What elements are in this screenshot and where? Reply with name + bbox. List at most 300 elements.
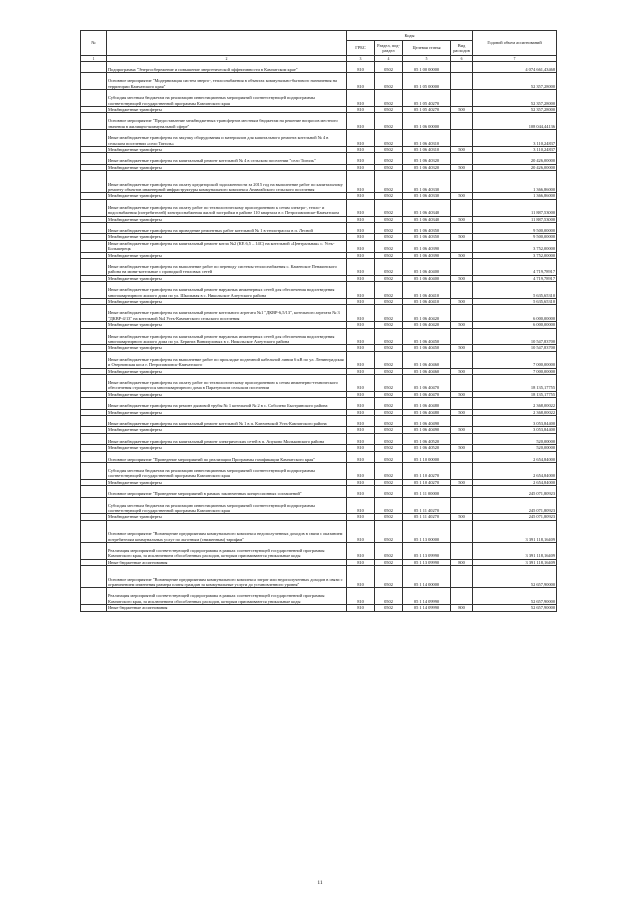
row-grbs-cell: 810	[347, 433, 375, 444]
row-section-cell: 0502	[375, 305, 403, 322]
row-section-cell: 0502	[375, 146, 403, 152]
row-grbs-cell: 810	[347, 451, 375, 462]
row-expense-cell	[451, 486, 473, 497]
row-grbs-cell: 810	[347, 193, 375, 199]
row-num-cell	[81, 153, 107, 164]
table-row	[81, 375, 557, 392]
row-section-cell: 0502	[375, 391, 403, 397]
row-target-cell: 05 1 13 09990	[403, 559, 451, 565]
row-expense-cell: 800	[451, 559, 473, 565]
row-target-cell: 05 1 06 40470	[403, 391, 451, 397]
row-section-cell: 0502	[375, 588, 403, 605]
row-target-cell: 05 1 10 00000	[403, 451, 451, 462]
row-section-cell: 0502	[375, 427, 403, 433]
row-grbs-cell: 810	[347, 322, 375, 328]
row-grbs-cell: 810	[347, 130, 375, 147]
row-grbs-cell: 810	[347, 416, 375, 427]
row-amount-cell: 1 366,86000	[473, 171, 557, 193]
row-name-cell: Межбюджетные трансферты	[107, 368, 347, 374]
row-expense-cell: 500	[451, 234, 473, 240]
row-amount-cell: 4 074 661,43468	[473, 62, 557, 73]
row-section-cell: 0502	[375, 479, 403, 485]
row-target-cell: 05 1 06 40350	[403, 234, 451, 240]
row-target-cell: 05 1 05 40270	[403, 90, 451, 107]
row-grbs-cell: 810	[347, 240, 375, 252]
row-section-cell: 0502	[375, 375, 403, 392]
row-section-cell: 0502	[375, 222, 403, 233]
table-row	[81, 171, 557, 193]
row-target-cell: 05 1 06 40310	[403, 146, 451, 152]
row-num-cell	[81, 398, 107, 409]
col-header-grbs: ГРБС	[347, 41, 375, 56]
row-amount-cell: 520,00000	[473, 445, 557, 451]
row-amount-cell: 3 053,84400	[473, 427, 557, 433]
row-amount-cell: 52 657,90000	[473, 566, 557, 588]
row-grbs-cell: 810	[347, 427, 375, 433]
row-name-cell: Основное мероприятие "Проведение мероприятий по реализации Программы газификации Камчатского края"	[107, 451, 347, 462]
table-row	[81, 113, 557, 130]
row-section-cell: 0502	[375, 351, 403, 368]
row-name-cell: Межбюджетные трансферты	[107, 164, 347, 170]
document-page	[80, 30, 556, 612]
row-section-cell: 0502	[375, 345, 403, 351]
row-target-cell: 05 1 06 40520	[403, 433, 451, 444]
row-target-cell: 05 1 06 40520	[403, 445, 451, 451]
row-name-cell: Иные межбюджетные трансферты на капитальный ремонт котельного агрегата №1 "ДКВР-6,5/13", котельного агрегата № 3 "ДКВР-4/13" на котельной №4 Усть-Камчатского сельского поселения	[107, 305, 347, 322]
row-section-cell: 0502	[375, 62, 403, 73]
row-expense-cell	[451, 305, 473, 322]
table-row	[81, 153, 557, 164]
row-expense-cell	[451, 497, 473, 514]
row-amount-cell: 11 887,53000	[473, 199, 557, 216]
row-amount-cell: 52 657,90000	[473, 588, 557, 605]
row-num-cell	[81, 282, 107, 299]
row-num-cell	[81, 62, 107, 73]
row-num-cell	[81, 433, 107, 444]
col-header-codes: Коды	[347, 31, 473, 41]
table-row	[81, 328, 557, 345]
row-section-cell: 0502	[375, 368, 403, 374]
row-grbs-cell: 810	[347, 282, 375, 299]
row-expense-cell	[451, 259, 473, 276]
row-name-cell: Межбюджетные трансферты	[107, 479, 347, 485]
row-expense-cell	[451, 90, 473, 107]
row-grbs-cell: 810	[347, 559, 375, 565]
row-grbs-cell: 810	[347, 199, 375, 216]
row-grbs-cell: 810	[347, 146, 375, 152]
table-row	[81, 62, 557, 73]
row-target-cell: 05 1 11 00000	[403, 486, 451, 497]
table-row	[81, 416, 557, 427]
row-expense-cell	[451, 463, 473, 480]
row-target-cell: 05 1 10 40270	[403, 463, 451, 480]
row-section-cell: 0502	[375, 193, 403, 199]
table-row	[81, 90, 557, 107]
page-number: 11	[317, 880, 323, 886]
row-section-cell: 0502	[375, 542, 403, 559]
row-grbs-cell: 810	[347, 275, 375, 281]
row-amount-cell: 5 635,65310	[473, 282, 557, 299]
row-amount-cell: 4 719,78917	[473, 259, 557, 276]
row-name-cell: Реализация мероприятий соответствующей подпрограммы в рамках соответствующей государственной программы Камчатского края, за исключением обособленных расходов, которым присваиваются уникальные коды	[107, 542, 347, 559]
row-amount-cell: 108 044,44136	[473, 113, 557, 130]
row-grbs-cell: 810	[347, 252, 375, 258]
row-grbs-cell: 810	[347, 153, 375, 164]
col-header-name	[107, 31, 347, 56]
table-row	[81, 305, 557, 322]
row-section-cell: 0502	[375, 275, 403, 281]
row-amount-cell: 2 654,84000	[473, 479, 557, 485]
row-grbs-cell: 810	[347, 234, 375, 240]
row-amount-cell: 7 000,00000	[473, 351, 557, 368]
col-header-expense: Вид расходов	[451, 41, 473, 56]
row-grbs-cell: 810	[347, 299, 375, 305]
row-amount-cell: 52 357,28000	[473, 90, 557, 107]
row-expense-cell: 500	[451, 409, 473, 415]
row-target-cell: 05 1 06 40450	[403, 345, 451, 351]
row-target-cell: 05 1 14 09990	[403, 588, 451, 605]
row-expense-cell	[451, 588, 473, 605]
row-section-cell: 0502	[375, 520, 403, 542]
row-expense-cell: 500	[451, 322, 473, 328]
row-target-cell: 05 1 14 00000	[403, 566, 451, 588]
row-num-cell	[81, 199, 107, 216]
row-grbs-cell: 810	[347, 73, 375, 90]
row-section-cell: 0502	[375, 130, 403, 147]
row-target-cell: 05 1 06 40420	[403, 305, 451, 322]
row-expense-cell	[451, 130, 473, 147]
row-name-cell: Субсидия местным бюджетам на реализацию инвестиционных мероприятий соответствующей подпрограммы соответствующей государственной программы Камчатского края	[107, 497, 347, 514]
row-section-cell: 0502	[375, 216, 403, 222]
row-target-cell: 05 1 06 40480	[403, 398, 451, 409]
row-amount-cell: 18 135,17755	[473, 375, 557, 392]
row-expense-cell	[451, 398, 473, 409]
col-number: 2	[107, 56, 347, 62]
header-row-top	[81, 31, 557, 41]
row-name-cell: Иные межбюджетные трансферты на оплату кредиторской задолженности за 2015 год на выполнение работ по капитальному ремонту объектов инженерной инфраструктуры коммунального комплекса Анавгайского сельского поселения	[107, 171, 347, 193]
row-expense-cell	[451, 520, 473, 542]
row-section-cell: 0502	[375, 299, 403, 305]
row-section-cell: 0502	[375, 113, 403, 130]
row-name-cell: Иные межбюджетные трансферты на капитальный ремонт наружных инженерных сетей для обеспечения водоотведения многоквартирного жилого дома по ул. Школьная в с. Никольское Алеутского района	[107, 282, 347, 299]
row-section-cell: 0502	[375, 73, 403, 90]
row-expense-cell: 500	[451, 391, 473, 397]
col-number: 3	[347, 56, 375, 62]
row-expense-cell: 500	[451, 479, 473, 485]
table-row	[81, 259, 557, 276]
row-section-cell: 0502	[375, 416, 403, 427]
row-target-cell: 05 1 06 40480	[403, 409, 451, 415]
table-row	[81, 73, 557, 90]
row-name-cell: Иные межбюджетные трансферты на капитальный ремонт котельной № 1 в п. Ключевской Усть-Камчатского района	[107, 416, 347, 427]
row-target-cell: 05 1 00 00000	[403, 62, 451, 73]
row-section-cell: 0502	[375, 409, 403, 415]
row-name-cell: Иные межбюджетные трансферты на закупку оборудования и материалов для капитального ремонта котельной № 4 в сельском поселении «село Тигиль»	[107, 130, 347, 147]
row-expense-cell: 500	[451, 106, 473, 112]
row-num-cell	[81, 351, 107, 368]
row-grbs-cell: 810	[347, 520, 375, 542]
row-target-cell: 05 1 06 40350	[403, 222, 451, 233]
row-section-cell: 0502	[375, 106, 403, 112]
col-header-section: Раздел, под-раздел	[375, 41, 403, 56]
row-target-cell: 05 1 06 40450	[403, 328, 451, 345]
row-expense-cell: 500	[451, 445, 473, 451]
row-grbs-cell: 810	[347, 605, 375, 611]
row-section-cell: 0502	[375, 259, 403, 276]
row-expense-cell: 500	[451, 345, 473, 351]
row-target-cell: 05 1 06 40330	[403, 171, 451, 193]
row-amount-cell: 20 426,00000	[473, 153, 557, 164]
row-grbs-cell: 810	[347, 368, 375, 374]
row-expense-cell	[451, 62, 473, 73]
row-expense-cell	[451, 451, 473, 462]
row-grbs-cell: 810	[347, 106, 375, 112]
table-row	[81, 542, 557, 559]
row-grbs-cell: 810	[347, 62, 375, 73]
budget-table	[80, 30, 557, 612]
row-expense-cell: 500	[451, 164, 473, 170]
row-name-cell: Иные межбюджетные трансферты на выполнение работ по переводу системы теплоснабжения с. Каменское Пенжинского района на мини-котельные с проводкой тепловых сетей	[107, 259, 347, 276]
row-section-cell: 0502	[375, 433, 403, 444]
col-header-amount: Годовой объем ассигнований	[473, 31, 557, 56]
row-expense-cell	[451, 351, 473, 368]
row-target-cell: 05 1 05 00000	[403, 73, 451, 90]
row-grbs-cell: 810	[347, 497, 375, 514]
row-expense-cell	[451, 222, 473, 233]
row-name-cell: Иные межбюджетные трансферты на капитальный ремонт электрических сетей в п. Апуково Мильковского района	[107, 433, 347, 444]
row-target-cell: 05 1 11 40270	[403, 514, 451, 520]
row-section-cell: 0502	[375, 90, 403, 107]
row-amount-cell: 7 000,00000	[473, 368, 557, 374]
row-section-cell: 0502	[375, 240, 403, 252]
col-header-num: №	[81, 31, 107, 56]
row-grbs-cell: 810	[347, 171, 375, 193]
row-name-cell: Межбюджетные трансферты	[107, 146, 347, 152]
row-name-cell: Межбюджетные трансферты	[107, 275, 347, 281]
row-amount-cell: 2 368,00022	[473, 409, 557, 415]
row-target-cell: 05 1 06 40420	[403, 322, 451, 328]
row-name-cell: Межбюджетные трансферты	[107, 193, 347, 199]
row-name-cell: Реализация мероприятий соответствующей подпрограммы в рамках соответствующей государственной программы Камчатского края, за исключением обособленных расходов, которым присваиваются уникальные коды	[107, 588, 347, 605]
row-grbs-cell: 810	[347, 164, 375, 170]
row-num-cell	[81, 130, 107, 147]
row-name-cell: Межбюджетные трансферты	[107, 409, 347, 415]
row-name-cell: Иные межбюджетные трансферты на капитальный ремонт котла №2 (КЕ 6,5 – 14С) на котельной «Центральная» с. Усть-Большерецк	[107, 240, 347, 252]
row-section-cell: 0502	[375, 605, 403, 611]
row-expense-cell: 500	[451, 514, 473, 520]
row-amount-cell: 18 135,17755	[473, 391, 557, 397]
row-name-cell: Иные межбюджетные трансферты на капитальный ремонт котельной № 4 в сельском поселении "село Тигиль"	[107, 153, 347, 164]
table-row	[81, 282, 557, 299]
row-section-cell: 0502	[375, 171, 403, 193]
row-target-cell: 05 1 06 40410	[403, 299, 451, 305]
row-expense-cell	[451, 542, 473, 559]
row-section-cell: 0502	[375, 451, 403, 462]
row-target-cell: 05 1 06 00000	[403, 113, 451, 130]
row-target-cell: 05 1 06 40410	[403, 282, 451, 299]
row-target-cell: 05 1 06 40320	[403, 164, 451, 170]
row-expense-cell	[451, 566, 473, 588]
row-grbs-cell: 810	[347, 345, 375, 351]
row-num-cell	[81, 222, 107, 233]
row-section-cell: 0502	[375, 497, 403, 514]
row-target-cell: 05 1 06 40390	[403, 240, 451, 252]
table-row	[81, 398, 557, 409]
row-num-cell	[81, 171, 107, 193]
row-amount-cell: 245 071,80923	[473, 514, 557, 520]
row-expense-cell	[451, 240, 473, 252]
row-grbs-cell: 810	[347, 375, 375, 392]
row-num-cell	[81, 90, 107, 107]
row-name-cell: Межбюджетные трансферты	[107, 322, 347, 328]
table-row	[81, 588, 557, 605]
row-section-cell: 0502	[375, 322, 403, 328]
row-section-cell: 0502	[375, 486, 403, 497]
row-target-cell: 05 1 05 40270	[403, 106, 451, 112]
row-section-cell: 0502	[375, 282, 403, 299]
row-amount-cell: 3 752,00000	[473, 240, 557, 252]
row-num-cell	[81, 305, 107, 322]
row-name-cell: Межбюджетные трансферты	[107, 427, 347, 433]
row-num-cell	[81, 451, 107, 462]
row-amount-cell: 2 654,84000	[473, 463, 557, 480]
row-target-cell: 05 1 06 40400	[403, 275, 451, 281]
row-name-cell: Основное мероприятие "Возмещение предприятиям коммунального комплекса затрат или недополученных доходов в связи с ограничением изменения размера платы граждан за коммунальные услуги до установленного уровня"	[107, 566, 347, 588]
table-row	[81, 451, 557, 462]
row-num-cell	[81, 588, 107, 605]
row-name-cell: Межбюджетные трансферты	[107, 391, 347, 397]
row-grbs-cell: 810	[347, 216, 375, 222]
row-grbs-cell: 810	[347, 351, 375, 368]
row-amount-cell: 245 071,80923	[473, 486, 557, 497]
row-target-cell: 05 1 13 00000	[403, 520, 451, 542]
row-section-cell: 0502	[375, 514, 403, 520]
row-expense-cell	[451, 199, 473, 216]
row-name-cell: Субсидия местным бюджетам на реализацию инвестиционных мероприятий соответствующей подпрограммы соответствующей государственной программы Камчатского края	[107, 463, 347, 480]
row-num-cell	[81, 542, 107, 559]
table-body	[81, 62, 557, 612]
row-grbs-cell: 810	[347, 514, 375, 520]
row-expense-cell: 500	[451, 252, 473, 258]
row-name-cell: Межбюджетные трансферты	[107, 216, 347, 222]
table-row	[81, 199, 557, 216]
row-expense-cell	[451, 171, 473, 193]
row-target-cell: 05 1 06 40460	[403, 351, 451, 368]
row-amount-cell: 52 657,90000	[473, 605, 557, 611]
row-name-cell: Подпрограмма "Энергосбережение и повышение энергетической эффективности в Камчатском крае"	[107, 62, 347, 73]
row-target-cell: 05 1 06 40340	[403, 216, 451, 222]
row-num-cell	[81, 259, 107, 276]
row-section-cell: 0502	[375, 463, 403, 480]
col-number: 6	[451, 56, 473, 62]
row-name-cell: Межбюджетные трансферты	[107, 234, 347, 240]
row-target-cell: 05 1 06 40310	[403, 130, 451, 147]
row-expense-cell: 500	[451, 299, 473, 305]
row-section-cell: 0502	[375, 398, 403, 409]
row-amount-cell: 2 654,84000	[473, 451, 557, 462]
row-target-cell: 05 1 06 40460	[403, 368, 451, 374]
row-expense-cell	[451, 416, 473, 427]
row-amount-cell: 3 110,24837	[473, 146, 557, 152]
row-name-cell: Межбюджетные трансферты	[107, 252, 347, 258]
row-expense-cell: 500	[451, 193, 473, 199]
row-amount-cell: 11 887,53000	[473, 216, 557, 222]
row-amount-cell: 2 368,00022	[473, 398, 557, 409]
row-name-cell: Иные межбюджетные трансферты на выполнение работ по прокладке подземной кабельной линии 6 кВ по ул. Ленинградская и Озерновская коса г. Петропавловск-Камчатского	[107, 351, 347, 368]
row-amount-cell: 245 071,80923	[473, 497, 557, 514]
row-target-cell: 05 1 06 40320	[403, 153, 451, 164]
row-expense-cell: 500	[451, 216, 473, 222]
row-name-cell: Межбюджетные трансферты	[107, 445, 347, 451]
row-section-cell: 0502	[375, 328, 403, 345]
row-grbs-cell: 810	[347, 463, 375, 480]
row-expense-cell	[451, 73, 473, 90]
table-row	[81, 130, 557, 147]
table-row	[81, 605, 557, 611]
row-target-cell: 05 1 06 40490	[403, 416, 451, 427]
table-row	[81, 566, 557, 588]
row-num-cell	[81, 240, 107, 252]
row-grbs-cell: 810	[347, 398, 375, 409]
row-target-cell: 05 1 06 40470	[403, 375, 451, 392]
row-section-cell: 0502	[375, 164, 403, 170]
row-name-cell: Иные бюджетные ассигнования	[107, 605, 347, 611]
row-target-cell: 05 1 06 40330	[403, 193, 451, 199]
row-target-cell: 05 1 14 09990	[403, 605, 451, 611]
row-target-cell: 05 1 10 40270	[403, 479, 451, 485]
row-amount-cell: 3 110,24837	[473, 130, 557, 147]
row-name-cell: Иные межбюджетные трансферты на капитальный ремонт наружных инженерных сетей для обеспечения водоотведения многоквартирного жилого дома по ул. Беринга Винипуловых в с. Никольское Алеутского района	[107, 328, 347, 345]
row-name-cell: Основное мероприятие "Модернизация систем энерго-, теплоснабжения в объектах коммунально-бытового назначения на территории Камчатского края"	[107, 73, 347, 90]
row-grbs-cell: 810	[347, 445, 375, 451]
row-section-cell: 0502	[375, 559, 403, 565]
row-name-cell: Межбюджетные трансферты	[107, 106, 347, 112]
table-row	[81, 351, 557, 368]
row-name-cell: Межбюджетные трансферты	[107, 299, 347, 305]
row-name-cell: Субсидия местным бюджетам на реализацию инвестиционных мероприятий соответствующей подпрограммы соответствующей государственной программы Камчатского края	[107, 90, 347, 107]
row-target-cell: 05 1 11 40270	[403, 497, 451, 514]
row-num-cell	[81, 73, 107, 90]
row-num-cell	[81, 463, 107, 480]
row-expense-cell	[451, 153, 473, 164]
row-num-cell	[81, 520, 107, 542]
row-expense-cell	[451, 375, 473, 392]
row-grbs-cell: 810	[347, 222, 375, 233]
row-amount-cell: 3 391 118,16409	[473, 520, 557, 542]
col-number: 1	[81, 56, 107, 62]
row-amount-cell: 3 053,84400	[473, 416, 557, 427]
row-amount-cell: 520,00000	[473, 433, 557, 444]
row-target-cell: 05 1 06 40340	[403, 199, 451, 216]
row-expense-cell: 500	[451, 275, 473, 281]
row-grbs-cell: 810	[347, 566, 375, 588]
row-section-cell: 0502	[375, 252, 403, 258]
row-expense-cell: 500	[451, 146, 473, 152]
row-expense-cell	[451, 282, 473, 299]
row-grbs-cell: 810	[347, 409, 375, 415]
row-target-cell: 05 1 06 40490	[403, 427, 451, 433]
row-grbs-cell: 810	[347, 259, 375, 276]
row-amount-cell: 5 635,65310	[473, 299, 557, 305]
row-num-cell	[81, 416, 107, 427]
row-name-cell: Основное мероприятие "Проведение мероприятий в рамках заключенных концессионных соглашений"	[107, 486, 347, 497]
row-grbs-cell: 810	[347, 90, 375, 107]
row-grbs-cell: 810	[347, 588, 375, 605]
row-name-cell: Иные межбюджетные трансферты на оплату работ по технологическому присоединению к сетям инженерно-технического обеспечения строящегося многоквартирного дома в Паратунском сельском поселении	[107, 375, 347, 392]
row-section-cell: 0502	[375, 566, 403, 588]
row-amount-cell: 6 000,00000	[473, 305, 557, 322]
row-expense-cell: 500	[451, 368, 473, 374]
